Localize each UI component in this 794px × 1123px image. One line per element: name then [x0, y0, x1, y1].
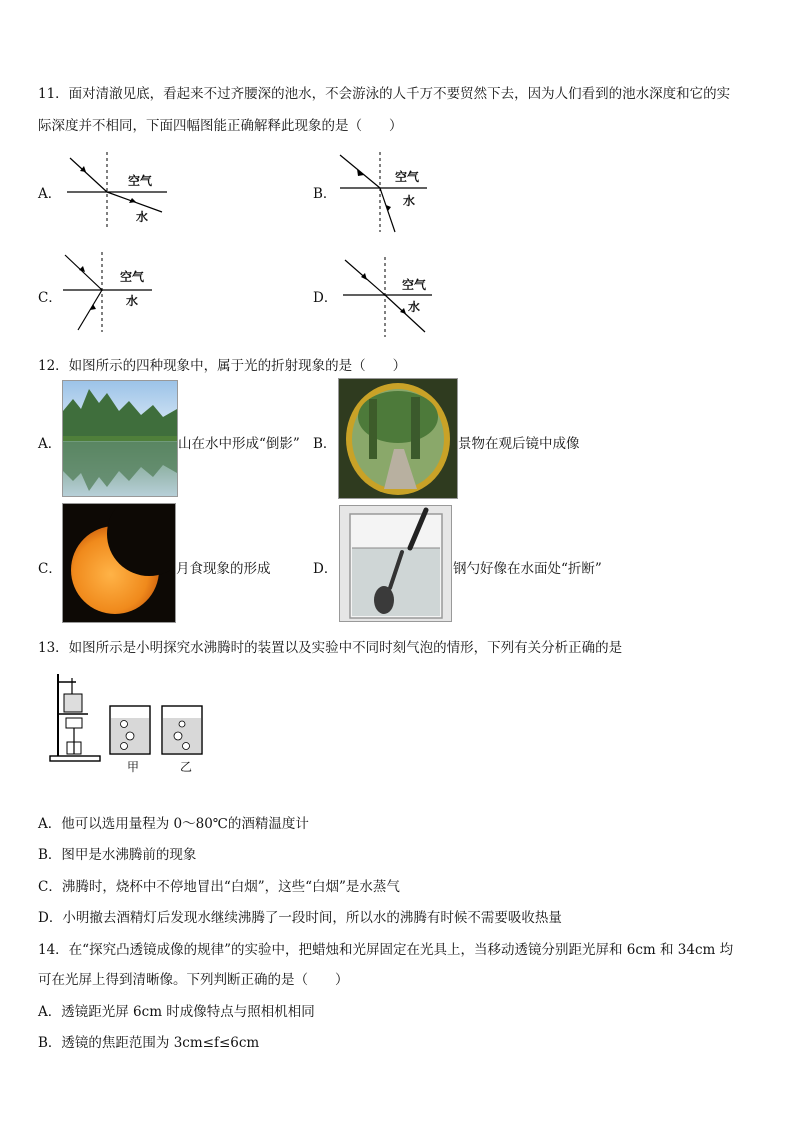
q13-option-d[interactable]: D．小明撤去酒精灯后发现水继续沸腾了一段时间，所以水的沸腾有时候不需要吸收热量	[38, 910, 562, 926]
q13-boiling-apparatus-figure	[48, 666, 208, 772]
q14-stem-line1: 14．在“探究凸透镜成像的规律”的实验中，把蜡烛和光屏固定在光具上，当移动透镜分别距光屏和 6cm 和 34cm 均	[38, 942, 734, 958]
q12-option-c-caption: 月食现象的形成	[176, 561, 271, 577]
q11-a-air-label: 空气	[128, 174, 153, 188]
q11-c-air-label: 空气	[120, 270, 145, 284]
q11-b-water-label: 水	[403, 194, 416, 208]
q14-option-a[interactable]: A．透镜距光屏 6cm 时成像特点与照相机相同	[38, 1004, 315, 1020]
q11-stem-line1: 11．面对清澈见底，看起来不过齐腰深的池水，不会游泳的人千万不要贸然下去，因为人们看到的池水深度和它的实	[38, 86, 731, 102]
q11-option-d-key[interactable]: D．	[313, 290, 338, 306]
q12-option-d-key[interactable]: D．	[313, 561, 338, 577]
q11-diagram-c	[60, 250, 160, 335]
q12-option-c-key[interactable]: C．	[38, 561, 62, 577]
q11-d-water-label: 水	[408, 300, 421, 314]
q11-option-b-key[interactable]: B．	[313, 186, 337, 202]
q12-option-d-caption: 钢勺好像在水面处“折断”	[453, 561, 602, 577]
q13-option-b[interactable]: B．图甲是水沸腾前的现象	[38, 847, 197, 863]
q13-option-a[interactable]: A．他可以选用量程为 0～80℃的酒精温度计	[38, 816, 309, 832]
q11-d-air-label: 空气	[402, 278, 427, 292]
q12-stem: 12．如图所示的四种现象中，属于光的折射现象的是（ ）	[38, 358, 407, 374]
q13-beaker-label-jia: 甲	[127, 760, 140, 774]
q11-c-water-label: 水	[126, 294, 139, 308]
q11-option-a-key[interactable]: A．	[38, 186, 62, 202]
q12-photo-rearview-mirror	[338, 378, 458, 499]
q11-b-air-label: 空气	[395, 170, 420, 184]
q11-option-c-key[interactable]: C．	[38, 290, 62, 306]
q14-option-b[interactable]: B．透镜的焦距范围为 3cm≤f≤6cm	[38, 1035, 260, 1051]
q11-diagram-d	[340, 255, 440, 340]
q12-option-a-caption: 山在水中形成“倒影”	[178, 436, 300, 452]
q11-a-water-label: 水	[136, 210, 149, 224]
q13-beaker-label-yi: 乙	[180, 760, 193, 774]
q12-option-b-key[interactable]: B．	[313, 436, 337, 452]
q13-option-c[interactable]: C．沸腾时，烧杯中不停地冒出“白烟”，这些“白烟”是水蒸气	[38, 879, 400, 895]
q14-stem-line2: 可在光屏上得到清晰像。下列判断正确的是（ ）	[38, 972, 349, 988]
q11-stem-line2: 际深度并不相同，下面四幅图能正确解释此现象的是（ ）	[38, 118, 403, 134]
q11-diagram-a	[62, 150, 172, 230]
q13-stem: 13．如图所示是小明探究水沸腾时的装置以及实验中不同时刻气泡的情形，下列有关分析正确的是	[38, 640, 623, 656]
q12-photo-mountain-reflection	[62, 380, 178, 497]
q12-option-a-key[interactable]: A．	[38, 436, 62, 452]
q12-photo-spoon-in-water	[339, 505, 452, 622]
q12-photo-eclipse	[62, 503, 176, 623]
q12-option-b-caption: 景物在观后镜中成像	[458, 436, 580, 452]
q11-diagram-b	[335, 150, 435, 235]
